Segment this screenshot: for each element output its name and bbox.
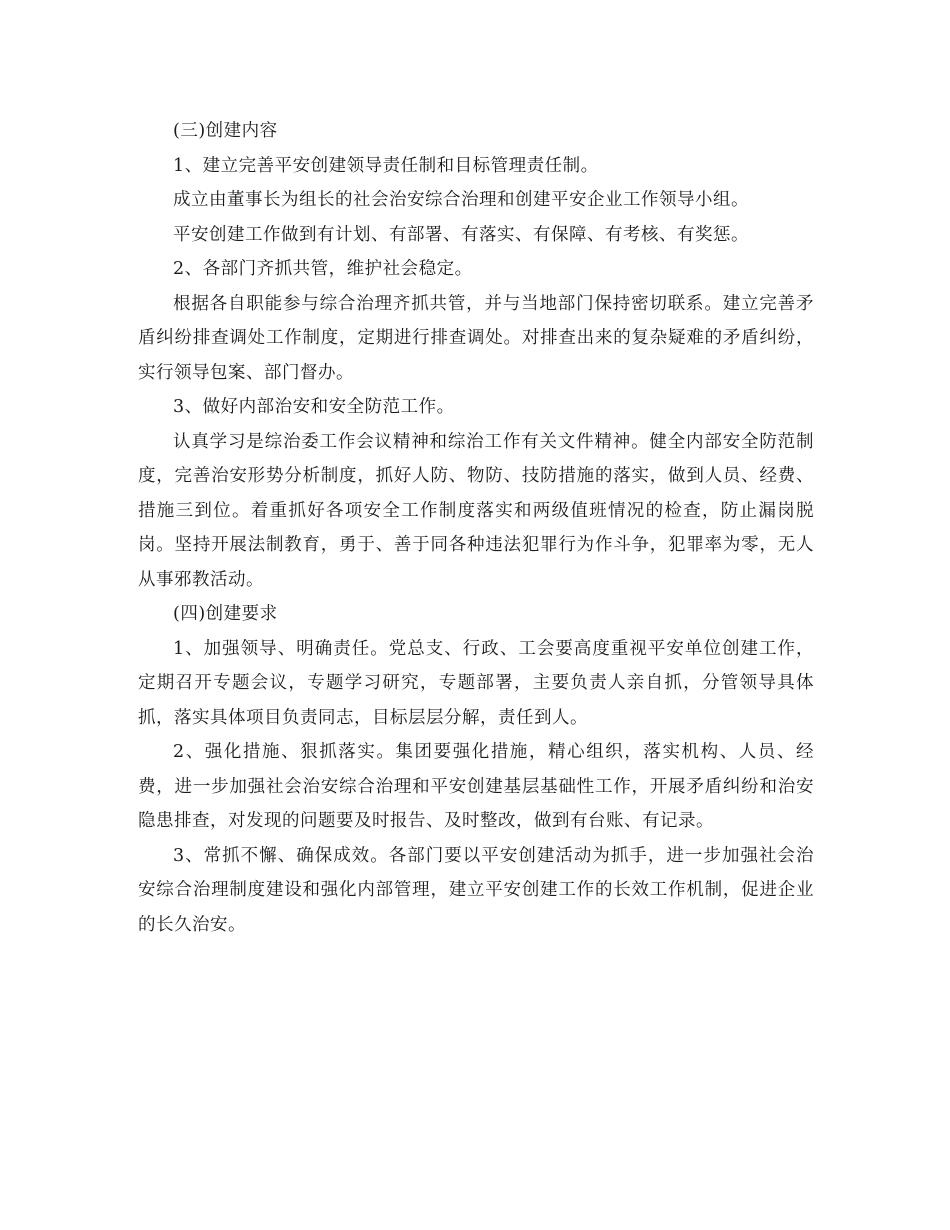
document-body <box>138 114 814 942</box>
section-heading-content: (三)创建内容 <box>173 121 278 141</box>
item-heading-2: 2、各部门齐抓共管，维护社会稳定。 <box>173 259 473 279</box>
paragraph-work-plan: 平安创建工作做到有计划、有部署、有落实、有保障、有考核、有奖惩。 <box>173 224 749 245</box>
paragraph-requirement-3: 3、常抓不懈、确保成效。各部门要以平安创建活动为抓手，进一步加强社会治安综合治理制度建设和强化内部管理，建立平安创建工作的长效工作机制，促进企业的长久治安。 <box>138 845 814 935</box>
paragraph-requirement-2: 2、强化措施、狠抓落实。集团要强化措施，精心组织，落实机构、人员、经费，进一步加强社会治安综合治理和平安创建基层基础性工作，开展矛盾纠纷和治安隐患排查，对发现的问题要及时报告、及时整改，做到有台账、有记录。 <box>138 742 814 831</box>
paragraph-joint-management: 根据各自职能参与综合治理齐抓共管，并与当地部门保持密切联系。建立完善矛盾纠纷排查调处工作制度，定期进行排查调处。对排查出来的复杂疑难的矛盾纠纷，实行领导包案、部门督办。 <box>138 293 814 383</box>
section-heading-requirements: (四)创建要求 <box>173 604 278 624</box>
paragraph-leading-group: 成立由董事长为组长的社会治安综合治理和创建平安企业工作领导小组。 <box>173 190 749 210</box>
item-heading-1: 1、建立完善平安创建领导责任制和目标管理责任制。 <box>173 155 599 176</box>
paragraph-internal-security: 认真学习是综治委工作会议精神和综治工作有关文件精神。健全内部安全防范制度，完善治安形势分析制度，抓好人防、物防、技防措施的落实，做到人员、经费、措施三到位。着重抓好各项安全工作制度落实和两级值班情况的检查，防止漏岗脱岗。坚持开展法制教育，勇于、善于同各种违法犯罪行为作斗争，犯罪率为零，无人从事邪教活动。 <box>138 431 814 590</box>
item-heading-3: 3、做好内部治安和安全防范工作。 <box>173 397 455 417</box>
paragraph-requirement-1: 1、加强领导、明确责任。党总支、行政、工会要高度重视平安单位创建工作，定期召开专题会议，专题学习研究，专题部署，主要负责人亲自抓，分管领导具体抓，落实具体项目负责同志，目标层层分解，责任到人。 <box>138 638 814 728</box>
